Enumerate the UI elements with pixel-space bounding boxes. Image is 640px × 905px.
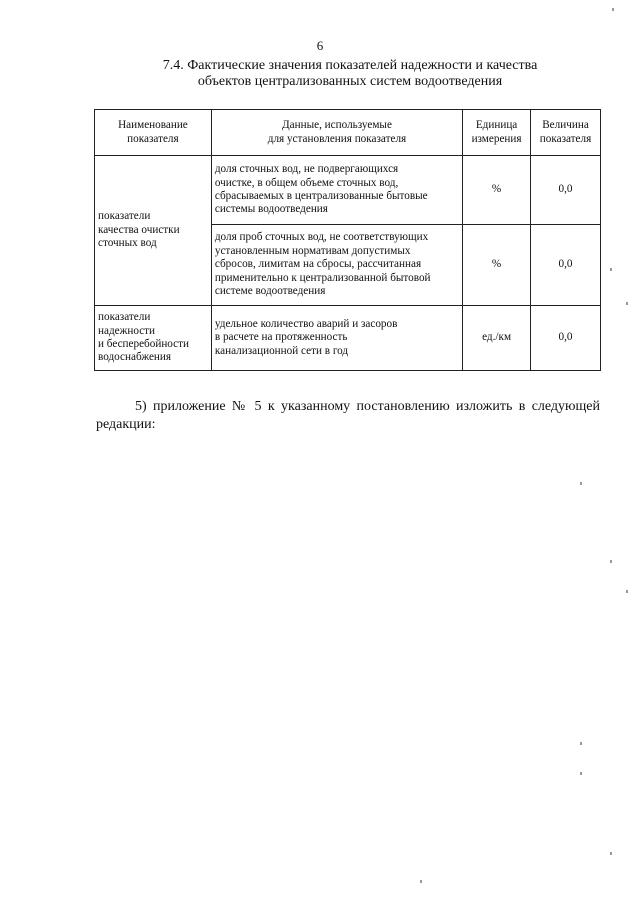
table-row [95, 156, 601, 225]
unit-cell: ед./км [463, 306, 531, 371]
header-data-used: Данные, используемые для установления показателя [211, 110, 462, 156]
scan-speck [626, 302, 628, 305]
header-unit: Единица измерения [463, 110, 531, 156]
value-cell: 0,0 [531, 156, 601, 225]
scan-speck [420, 880, 422, 883]
value-cell: 0,0 [531, 306, 601, 371]
section-title-line-2: объектов централизованных систем водоотведения [197, 74, 503, 89]
body-paragraph: 5) приложение № 5 к указанному постановлению изложить в следующей редакции: [96, 399, 600, 432]
scan-speck [580, 742, 582, 745]
table-header-row [95, 110, 601, 156]
scan-speck [610, 560, 612, 563]
section-title [100, 58, 600, 90]
data-used-cell: удельное количество аварий и засоров в расчете на протяженность канализационной сети в год [211, 306, 462, 371]
scan-speck [610, 268, 612, 271]
scan-speck [626, 590, 628, 593]
value-cell: 0,0 [531, 225, 601, 306]
data-used-cell: доля проб сточных вод, не соответствующих установленным нормативам допустимых сбросов, лимитам на сбросы, рассчитанная применительно к централизованной бытовой системе водоотведения [211, 225, 462, 306]
header-indicator-name: Наименование показателя [95, 110, 212, 156]
scan-speck [580, 482, 582, 485]
scan-speck [580, 772, 582, 775]
scan-speck [612, 8, 614, 11]
table-row [95, 306, 601, 371]
indicator-name-cell: показатели качества очистки сточных вод [95, 156, 212, 306]
scan-speck [610, 852, 612, 855]
section-title-line-1: 7.4. Фактические значения показателей надежности и качества [162, 58, 538, 73]
unit-cell: % [463, 156, 531, 225]
header-value: Величина показателя [531, 110, 601, 156]
indicator-name-cell: показатели надежности и бесперебойности водоснабжения [95, 306, 212, 371]
data-used-cell: доля сточных вод, не подвергающихся очистке, в общем объеме сточных вод, сбрасываемых в централизованные бытовые системы водоотведения [211, 156, 462, 225]
unit-cell: % [463, 225, 531, 306]
indicators-table [94, 109, 601, 371]
page-number: 6 [316, 38, 324, 53]
